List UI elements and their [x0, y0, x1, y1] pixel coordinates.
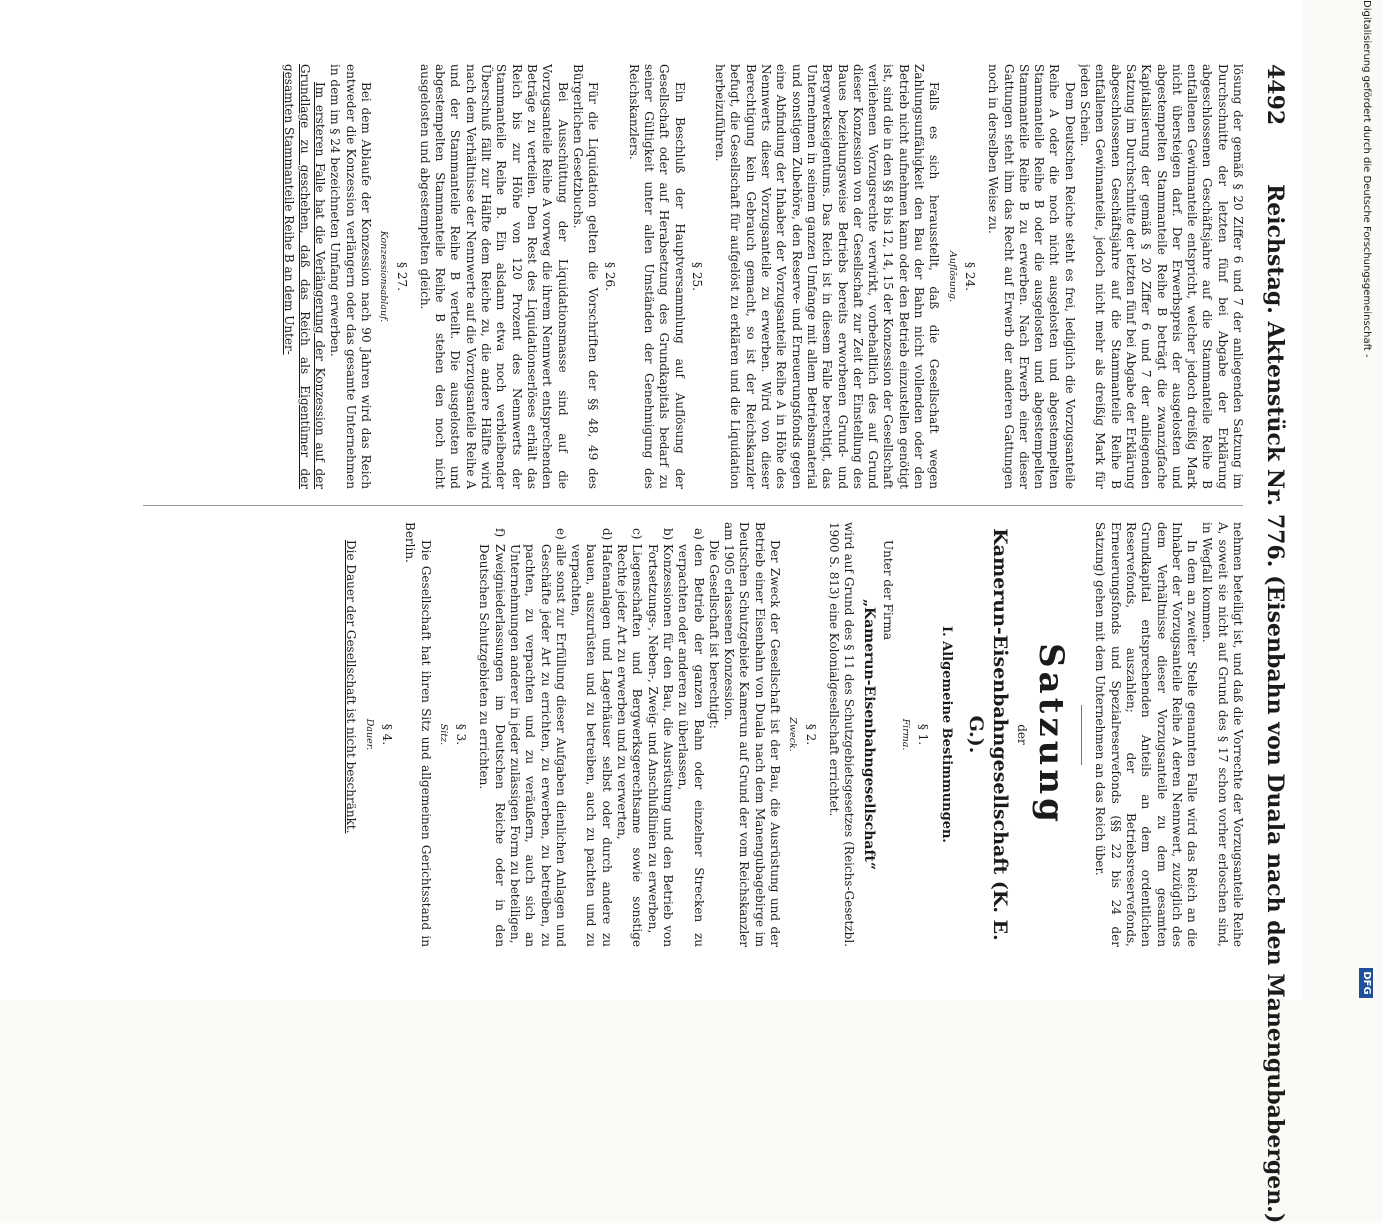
page-running-title: Reichstag. Aktenstück Nr. 776. (Eisenbahn von Duala nach den Manengubabergen.): [1262, 184, 1288, 1223]
section-heading-27: § 27.: [394, 262, 409, 291]
column-divider: [143, 505, 1243, 506]
chapter-heading: I. Allgemeine Bestimmungen.: [938, 626, 954, 843]
section-heading-4: § 4.: [379, 723, 394, 746]
section-subtitle-3: Sitz.: [437, 723, 449, 746]
list-item-label: f): [492, 528, 507, 538]
section-heading-24: § 24.: [962, 262, 977, 291]
list-item-label: c): [630, 528, 645, 540]
section-heading-3: § 3.: [454, 723, 469, 746]
list-item-text: Hafenanlagen und Lagerhäuser selbst oder durch andere zu bauen, auszurüsten und zu betreiben, auch zu pachten und zu verpachten,: [569, 544, 614, 947]
paragraph: Die Gesellschaft hat ihren Sitz und allgemeinen Gerichtsstand in Berlin.: [403, 522, 433, 947]
section-subtitle-27: Konzessionsablauf.: [378, 230, 390, 323]
list-item-label: e): [553, 528, 568, 540]
firm-name: „Kamerun-Eisenbahngesellschaft“: [860, 598, 877, 871]
page-number: 4492: [1262, 64, 1288, 126]
list-item: [614, 522, 645, 947]
list-item-label: a): [691, 528, 706, 540]
company-name: Kamerun-Eisenbahngesellschaft (K. E. G.).: [964, 528, 1011, 941]
document-title: Satzung: [1031, 643, 1072, 826]
paragraph: wird auf Grund des § 11 des Schutzgebietsgesetzes (Reichs-Gesetzbl. 1900 S. 813) eine Kolonialgesellschaft errichtet.: [826, 522, 857, 947]
list-item-text: Konzessionen für den Bau, die Ausrüstung und den Betrieb von Fortsetzungs-, Neben-, Zweig- und Anschlußlinien zu erwerben,: [645, 544, 675, 947]
paragraph: In dem an zweiter Stelle genannten Falle wird das Reich an die Inhaber der Vorzugsanteile Reihe A deren Nennwert, zuzüglich des dem Verhältnisse dieser Vorzugsanteile zu dem gesamten Grundkapital entsprechenden Anteils an dem ordentlichen Reservefonds, auszahlen; der Betriebsreservefonds, Erneuerungsfonds und Spezialreservefonds (§§ 22 bis 24 der Satzung) gehen mit dem Unternehmen an das Reich über.: [1093, 522, 1200, 947]
section-heading-1: § 1.: [916, 723, 931, 746]
paragraph-underlined: Im ersteren Falle hat die Verlängerung der Konzession auf der Grundlage zu geschehen, daß das Reich als Eigentümer der gesamten Stammanteile Reihe B an dem Unter-: [282, 64, 328, 489]
right-column: [135, 522, 1245, 947]
paragraph: Dem Deutschen Reiche steht es frei, lediglich die Vorzugsanteile Reihe A oder die noch nicht ausgelosten und abgestempelten Stammanteile Reihe B oder die ausgelosten und abgestempelten Stammanteile Reihe B zu erwerben. Nach Erwerb einer dieser Gattungen steht ihm das Recht auf Erwerb der anderen Gattungen noch in derselben Weise zu.: [986, 64, 1077, 489]
paragraph: Unter der Firma: [880, 540, 895, 641]
list-item-label: d): [599, 528, 614, 541]
list-item-text: Liegenschaften und Bergwerksgerechtsame sowie sonstige Rechte jeder Art zu erwerben und zu verwerten,: [615, 544, 645, 947]
title-connector: der: [1015, 724, 1030, 745]
paragraph-underlined: Die Dauer der Gesellschaft ist nicht beschränkt.: [344, 540, 359, 834]
section-subtitle-24: Auflösung.: [946, 250, 958, 303]
section-subtitle-1: Firma.: [900, 718, 912, 751]
section-heading-26: § 26.: [603, 262, 618, 291]
section-subtitle-4: Dauer.: [363, 718, 375, 751]
list-item-text: Zweigniederlassungen im Deutschen Reiche oder in den Deutschen Schutzgebieten zu errichten.: [477, 544, 507, 947]
separator-rule: [1081, 705, 1082, 765]
digitization-footer: [1359, 0, 1373, 995]
paragraph: nehmen beteiligt ist, und daß die Vorrechte der Vorzugsanteile Reihe A, soweit sie nicht auf Grund des § 17 schon vorher erloschen sind, in Wegfall kommen.: [1200, 522, 1245, 947]
paragraph: Für die Liquidation gelten die Vorschriften der §§ 48, 49 des Bürgerlichen Gesetzbuchs.: [570, 64, 601, 489]
list-item-text: alle sonst zur Erfüllung dieser Aufgaben dienlichen Anlagen und Geschäfte jeder Art zu errichten, zu erwerben, zu betreiben, zu pachten, zu verpachten und zu veräußern, auch sich an Unternehmungen anderer in jeder zulässigen Form zu beteiligen,: [508, 544, 568, 947]
section-heading-25: § 25.: [689, 262, 704, 291]
left-column: [135, 64, 1245, 489]
section-heading-2: § 2.: [803, 723, 818, 746]
list-item: [568, 522, 614, 947]
list-item: [476, 522, 507, 947]
dfg-logo: DFG: [1359, 968, 1373, 998]
section-subtitle-2: Zweck.: [787, 717, 799, 752]
list-item-text: den Betrieb der ganzen Bahn oder einzelner Strecken zu verpachten oder anderen zu überlassen,: [676, 544, 706, 947]
paragraph: Die Gesellschaft ist berechtigt:: [706, 540, 721, 729]
list-item: [507, 522, 568, 947]
paragraph: Ein Beschluß der Hauptversammlung auf Auflösung der Gesellschaft oder auf Herabsetzung des Grundkapitals bedarf zu seiner Gültigkeit unter allen Umständen der Genehmigung des Reichskanzlers.: [626, 64, 687, 489]
paragraph: Der Zweck der Gesellschaft ist der Bau, die Ausrüstung und der Betrieb einer Eisenbahn von Duala nach dem Manengubagebirge im Deutschen Schutzgebiete Kamerun auf Grund der vom Reichskanzler am 1905 erlassenen Konzession.: [722, 522, 783, 947]
list-item: [644, 522, 675, 947]
list-item: [675, 522, 706, 947]
paragraph: lösung der gemäß § 20 Ziffer 6 und 7 der anliegenden Satzung im Durchschnitte der letzten fünf bei Abgabe der Erklärung abgeschlossenen Geschäftsjahre auf die Stammanteile Reihe B entfallenen Gewinnanteile entspricht, welcher jedoch dreißig Mark nicht übersteigen darf. Der Erwerbspreis der ausgelosten und abgestempelten Stammanteile Reihe B beträgt die zwanzigfache Kapitalisierung der gemäß § 20 Ziffer 6 und 7 der anliegenden Satzung im Durchschnitte der letzten fünf bei Abgabe der Erklärung abgeschlossenen Geschäftsjahre auf die Stammanteile Reihe B entfallenen Gewinnanteile, jedoch nicht mehr als dreißig Mark für jeden Schein.: [1078, 64, 1245, 489]
paragraph: Bei dem Ablaufe der Konzession nach 90 Jahren wird das Reich entweder die Konzession verlängern oder das gesamte Unternehmen in dem im § 24 bezeichneten Umfang erwerben.: [328, 64, 373, 489]
digitization-credit: Digitalisierung gefördert durch die Deutsche Forschungsgemeinschaft -: [1361, 0, 1372, 358]
paragraph: Falls es sich herausstellt, daß die Gesellschaft wegen Zahlungsunfähigkeit den Bau der Bahn nicht vollenden oder den Betrieb nicht aufnehmen kann oder den Betrieb einzustellen genötigt ist, sind die in den §§ 8 bis 12, 14, 15 der Konzession der Gesellschaft verliehenen Vorzugsrechte verwirkt, vorbehaltlich des auf Grund dieser Konzession von der Gesellschaft zur Zeit der Einstellung des Baues beziehungsweise Betriebs bereits erworbenen Grund- und Bergwerkseigentums. Das Reich ist in diesem Falle berechtigt, das Unternehmen in seinem ganzen Umfange mit allem Betriebsmaterial und sonstigem Zubehöre, den Reserve- und Erneuerungsfonds gegen eine Abfindung der Inhaber der Vorzugsanteile Reihe A in Höhe des Nennwerts dieser Vorzugsanteile zu erwerben. Wird von dieser Berechtigung kein Gebrauch gemacht, so ist der Reichskanzler befugt, die Gesellschaft für aufgelöst zu erklären und die Liquidation herbeizuführen.: [713, 64, 942, 489]
paragraph: Bei Ausschüttung der Liquidationsmasse sind auf die Vorzugsanteile Reihe A vorweg die ihrem Nennwert entsprechenden Beträge zu verteilen. Den Rest des Liquidationserlöses erhält das Reich bis zur Höhe von 120 Prozent des Nennwerts der Stammanteile Reihe B. Ein alsdann etwa noch verbleibender Überschuß fällt zur Hälfte dem Reiche zu, die andere Hälfte wird nach dem Verhältnisse der Nennwerte auf die Vorzugsanteile Reihe A und der Stammanteile Reihe B verteilt. Die ausgelosten und abgestempelten Stammanteile Reihe B stehen den noch nicht ausgelosten und abgestempelten gleich.: [417, 64, 570, 489]
page-header: [1255, 64, 1295, 1223]
list-item-label: b): [660, 528, 675, 541]
